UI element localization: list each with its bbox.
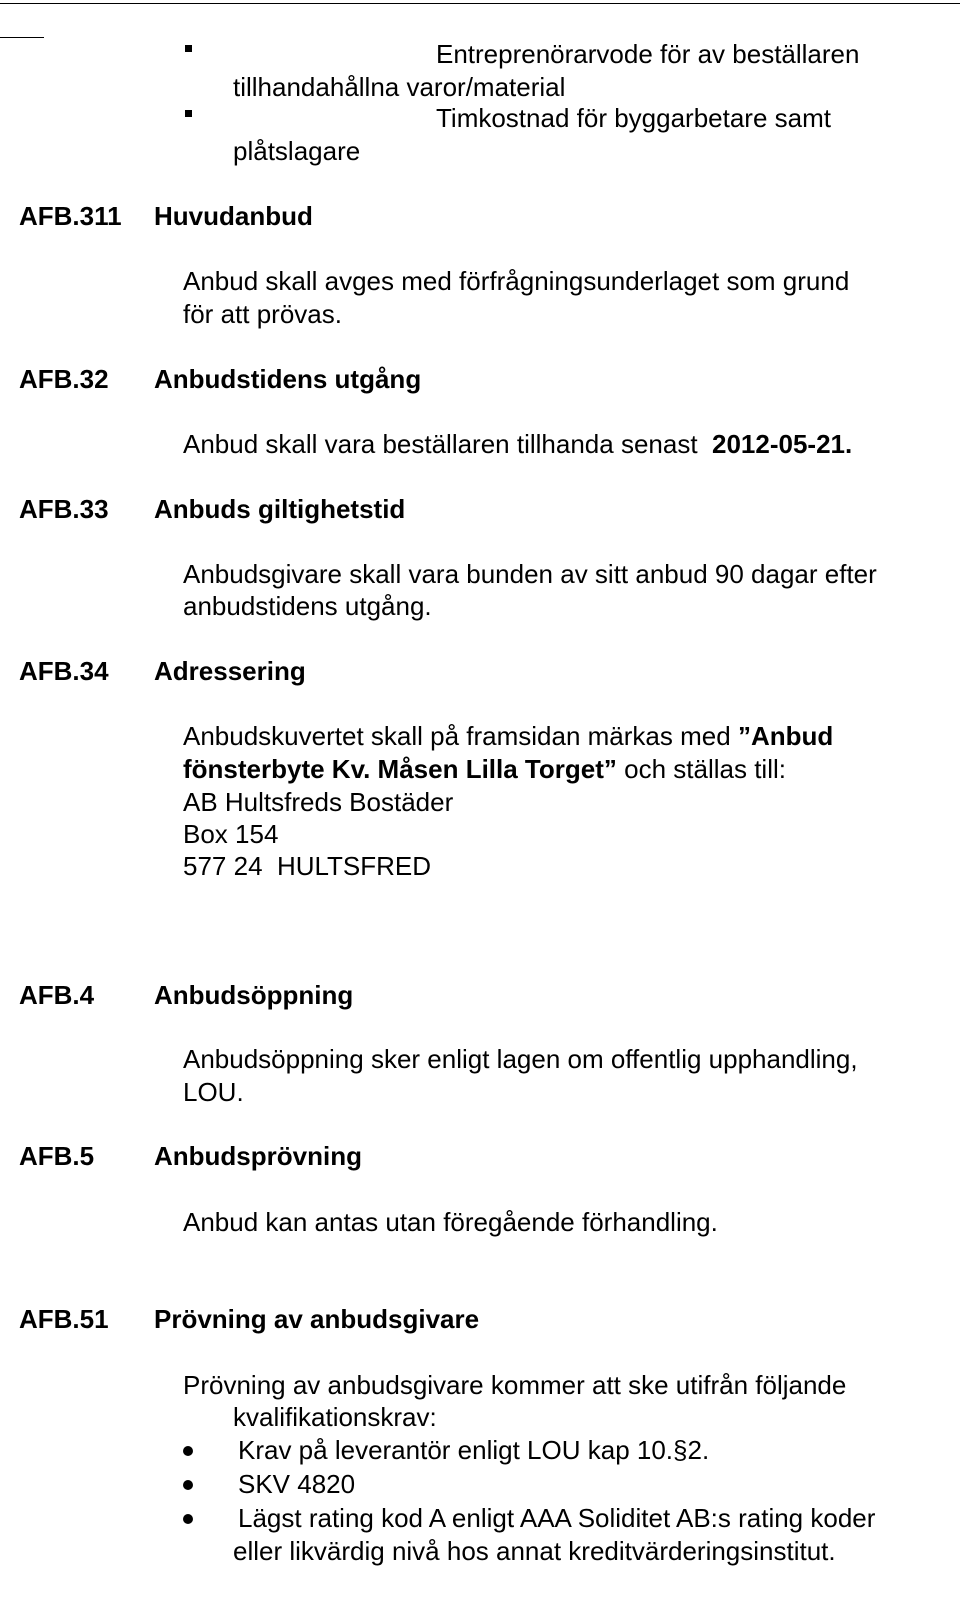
label-marking-bold: ”Anbud bbox=[737, 721, 834, 751]
header-short-rule bbox=[0, 37, 44, 38]
section-text-line: anbudstidens utgång. bbox=[183, 591, 432, 621]
deadline-date: 2012-05-21. bbox=[712, 429, 853, 459]
address-line: AB Hultsfreds Bostäder bbox=[183, 787, 454, 817]
bullet-dot-icon bbox=[183, 1514, 193, 1524]
top-bullet-2-line2: plåtslagare bbox=[233, 136, 361, 166]
square-bullet-icon bbox=[185, 45, 192, 52]
section-text-line: Anbudsgivare skall vara bunden av sitt anbud 90 dagar efter bbox=[183, 559, 877, 589]
address-line: 577 24 HULTSFRED bbox=[183, 851, 432, 881]
requirement-item: SKV 4820 bbox=[238, 1469, 356, 1499]
section-title: Adressering bbox=[154, 656, 306, 686]
top-bullet-2-line1: Timkostnad för byggarbetare samt bbox=[436, 103, 831, 133]
section-title: Anbudsprövning bbox=[154, 1141, 362, 1171]
section-code: AFB.4 bbox=[19, 980, 95, 1010]
section-code: AFB.311 bbox=[19, 201, 122, 231]
page-top-rule bbox=[0, 3, 960, 4]
top-bullet-1-line1: Entreprenörarvode för av beställaren bbox=[436, 39, 860, 69]
deadline-text: Anbud skall vara beställaren tillhanda senast bbox=[183, 429, 698, 459]
section-text-line: Anbudsöppning sker enligt lagen om offentlig upphandling, bbox=[183, 1044, 858, 1074]
section-text-line: för att prövas. bbox=[183, 299, 342, 329]
section-code: AFB.5 bbox=[19, 1141, 95, 1171]
section-text-line: Anbud kan antas utan föregående förhandling. bbox=[183, 1207, 718, 1237]
requirement-item: Lägst rating kod A enligt AAA Soliditet AB:s rating koder bbox=[238, 1503, 876, 1533]
section-text-line: LOU. bbox=[183, 1077, 244, 1107]
section-text-line bbox=[183, 720, 833, 752]
section-title: Prövning av anbudsgivare bbox=[154, 1304, 480, 1334]
section-text-line bbox=[183, 428, 852, 460]
section-text-line bbox=[183, 753, 786, 785]
section-code: AFB.33 bbox=[19, 494, 109, 524]
section-code: AFB.51 bbox=[19, 1304, 109, 1334]
bullet-dot-icon bbox=[183, 1446, 193, 1456]
section-title: Huvudanbud bbox=[154, 201, 313, 231]
address-line: Box 154 bbox=[183, 819, 279, 849]
section-text-line: kvalifikationskrav: bbox=[233, 1402, 437, 1432]
section-title: Anbudsöppning bbox=[154, 980, 354, 1010]
section-code: AFB.32 bbox=[19, 364, 109, 394]
label-marking-bold: fönsterbyte Kv. Måsen Lilla Torget” bbox=[183, 754, 617, 784]
requirement-item-continued: eller likvärdig nivå hos annat kreditvärderingsinstitut. bbox=[233, 1536, 836, 1566]
section-code: AFB.34 bbox=[19, 656, 109, 686]
square-bullet-icon bbox=[185, 110, 192, 117]
section-text-line: Anbud skall avges med förfrågningsunderlaget som grund bbox=[183, 266, 850, 296]
section-text-line: Prövning av anbudsgivare kommer att ske utifrån följande bbox=[183, 1370, 847, 1400]
requirement-item: Krav på leverantör enligt LOU kap 10.§2. bbox=[238, 1435, 710, 1465]
bullet-dot-icon bbox=[183, 1480, 193, 1490]
top-bullet-1-line2: tillhandahållna varor/material bbox=[233, 72, 566, 102]
label-text: och ställas till: bbox=[624, 754, 786, 784]
label-text: Anbudskuvertet skall på framsidan märkas med bbox=[183, 721, 731, 751]
section-title: Anbudstidens utgång bbox=[154, 364, 422, 394]
section-title: Anbuds giltighetstid bbox=[154, 494, 406, 524]
